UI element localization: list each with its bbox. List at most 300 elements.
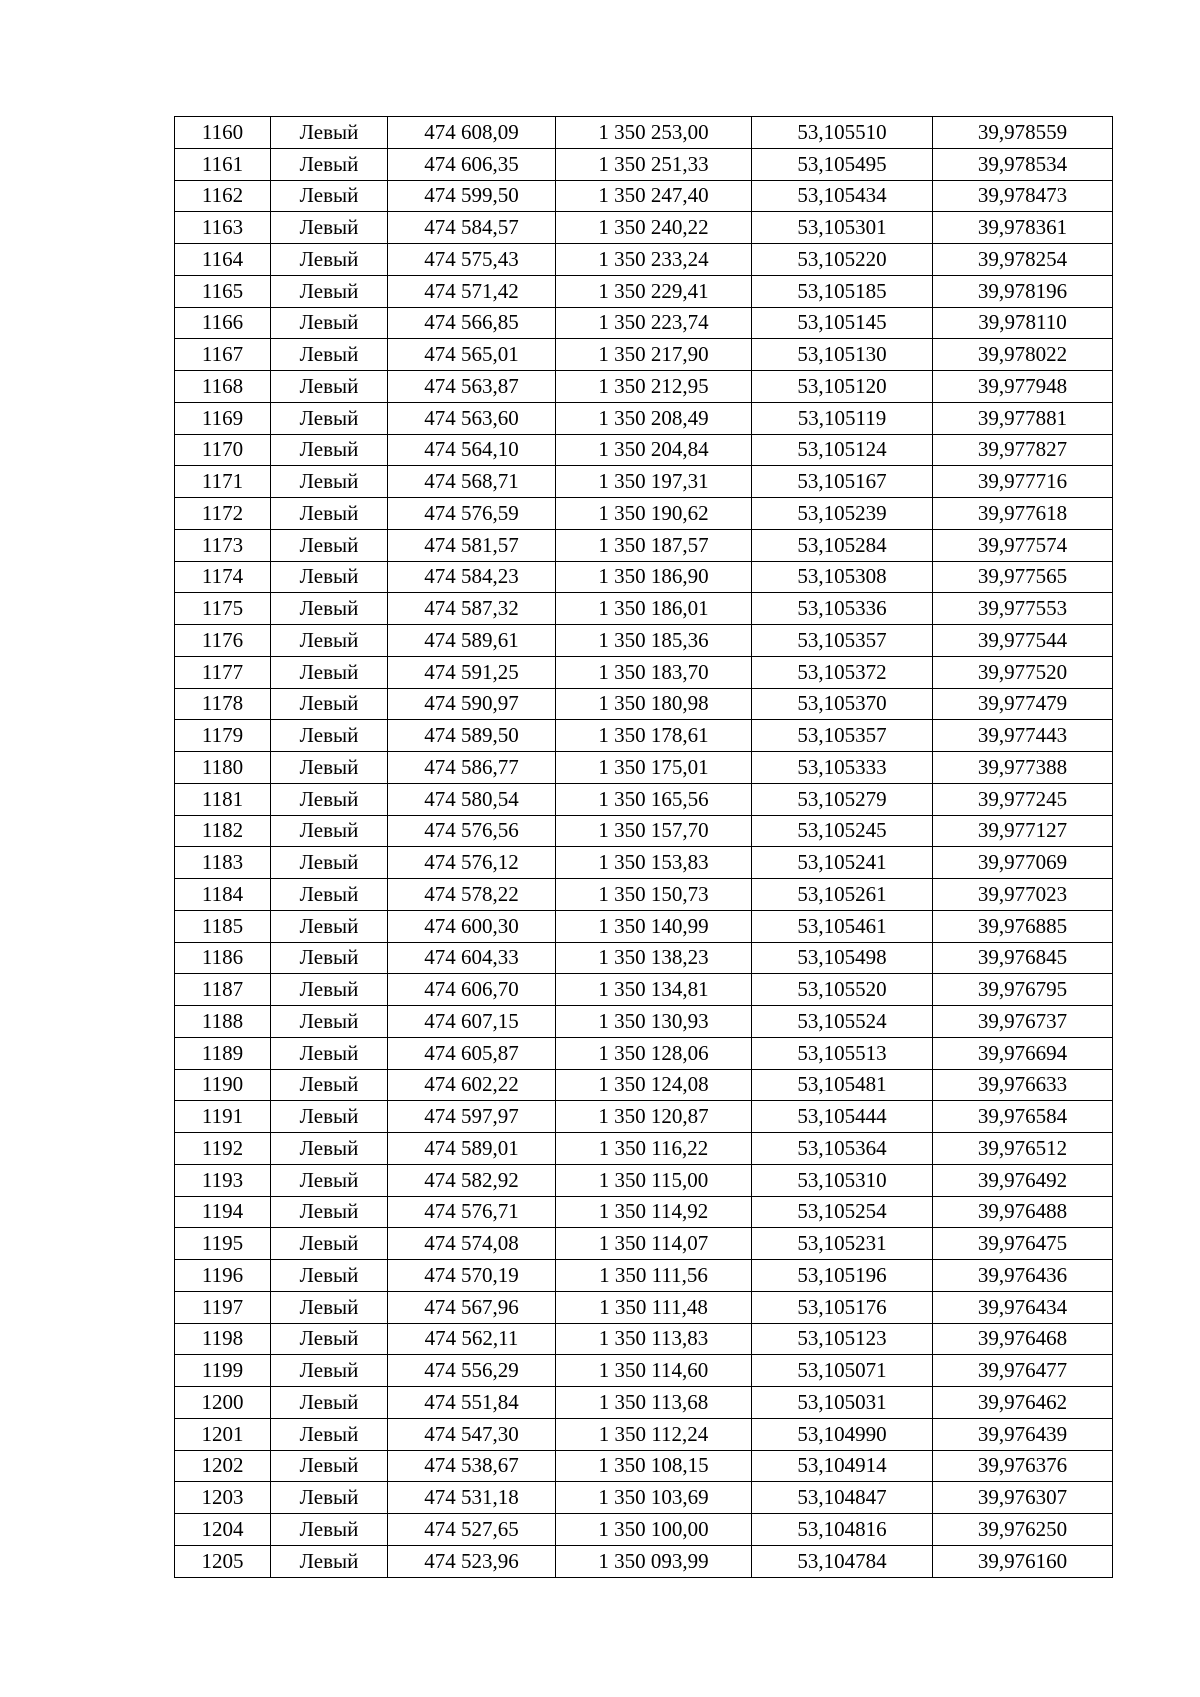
point-number-cell: 1181 bbox=[175, 783, 271, 815]
x-coordinate-cell: 474 576,12 bbox=[388, 847, 556, 879]
y-coordinate-cell: 1 350 150,73 bbox=[556, 879, 752, 911]
longitude-cell: 39,977881 bbox=[933, 402, 1113, 434]
longitude-cell: 39,976477 bbox=[933, 1355, 1113, 1387]
y-coordinate-cell: 1 350 113,68 bbox=[556, 1387, 752, 1419]
x-coordinate-cell: 474 568,71 bbox=[388, 466, 556, 498]
x-coordinate-cell: 474 608,09 bbox=[388, 117, 556, 149]
longitude-cell: 39,976633 bbox=[933, 1069, 1113, 1101]
side-cell: Левый bbox=[271, 879, 388, 911]
table-row bbox=[175, 434, 1113, 466]
point-number-cell: 1205 bbox=[175, 1545, 271, 1577]
longitude-cell: 39,976475 bbox=[933, 1228, 1113, 1260]
longitude-cell: 39,977023 bbox=[933, 879, 1113, 911]
x-coordinate-cell: 474 551,84 bbox=[388, 1387, 556, 1419]
y-coordinate-cell: 1 350 134,81 bbox=[556, 974, 752, 1006]
latitude-cell: 53,105145 bbox=[752, 307, 933, 339]
side-cell: Левый bbox=[271, 1037, 388, 1069]
longitude-cell: 39,976512 bbox=[933, 1133, 1113, 1165]
longitude-cell: 39,978110 bbox=[933, 307, 1113, 339]
longitude-cell: 39,977827 bbox=[933, 434, 1113, 466]
latitude-cell: 53,105284 bbox=[752, 529, 933, 561]
latitude-cell: 53,105254 bbox=[752, 1196, 933, 1228]
point-number-cell: 1175 bbox=[175, 593, 271, 625]
table-row bbox=[175, 1323, 1113, 1355]
point-number-cell: 1165 bbox=[175, 275, 271, 307]
side-cell: Левый bbox=[271, 117, 388, 149]
latitude-cell: 53,105130 bbox=[752, 339, 933, 371]
y-coordinate-cell: 1 350 165,56 bbox=[556, 783, 752, 815]
point-number-cell: 1180 bbox=[175, 752, 271, 784]
y-coordinate-cell: 1 350 240,22 bbox=[556, 212, 752, 244]
coordinates-table bbox=[174, 116, 1113, 1578]
side-cell: Левый bbox=[271, 1291, 388, 1323]
side-cell: Левый bbox=[271, 720, 388, 752]
x-coordinate-cell: 474 531,18 bbox=[388, 1482, 556, 1514]
y-coordinate-cell: 1 350 197,31 bbox=[556, 466, 752, 498]
longitude-cell: 39,976492 bbox=[933, 1164, 1113, 1196]
side-cell: Левый bbox=[271, 244, 388, 276]
x-coordinate-cell: 474 587,32 bbox=[388, 593, 556, 625]
table-row bbox=[175, 1545, 1113, 1577]
x-coordinate-cell: 474 576,59 bbox=[388, 498, 556, 530]
side-cell: Левый bbox=[271, 1101, 388, 1133]
table-row bbox=[175, 815, 1113, 847]
side-cell: Левый bbox=[271, 1006, 388, 1038]
latitude-cell: 53,105123 bbox=[752, 1323, 933, 1355]
latitude-cell: 53,105220 bbox=[752, 244, 933, 276]
longitude-cell: 39,977479 bbox=[933, 688, 1113, 720]
point-number-cell: 1190 bbox=[175, 1069, 271, 1101]
longitude-cell: 39,976250 bbox=[933, 1514, 1113, 1546]
x-coordinate-cell: 474 574,08 bbox=[388, 1228, 556, 1260]
table-row bbox=[175, 847, 1113, 879]
y-coordinate-cell: 1 350 114,92 bbox=[556, 1196, 752, 1228]
table-row bbox=[175, 1260, 1113, 1292]
y-coordinate-cell: 1 350 253,00 bbox=[556, 117, 752, 149]
table-row bbox=[175, 656, 1113, 688]
latitude-cell: 53,105461 bbox=[752, 910, 933, 942]
x-coordinate-cell: 474 581,57 bbox=[388, 529, 556, 561]
table-row bbox=[175, 593, 1113, 625]
latitude-cell: 53,104816 bbox=[752, 1514, 933, 1546]
latitude-cell: 53,105120 bbox=[752, 371, 933, 403]
table-row bbox=[175, 1037, 1113, 1069]
point-number-cell: 1194 bbox=[175, 1196, 271, 1228]
y-coordinate-cell: 1 350 138,23 bbox=[556, 942, 752, 974]
x-coordinate-cell: 474 576,71 bbox=[388, 1196, 556, 1228]
x-coordinate-cell: 474 605,87 bbox=[388, 1037, 556, 1069]
x-coordinate-cell: 474 604,33 bbox=[388, 942, 556, 974]
y-coordinate-cell: 1 350 186,01 bbox=[556, 593, 752, 625]
latitude-cell: 53,105364 bbox=[752, 1133, 933, 1165]
point-number-cell: 1187 bbox=[175, 974, 271, 1006]
longitude-cell: 39,976376 bbox=[933, 1450, 1113, 1482]
longitude-cell: 39,977388 bbox=[933, 752, 1113, 784]
longitude-cell: 39,977127 bbox=[933, 815, 1113, 847]
x-coordinate-cell: 474 589,50 bbox=[388, 720, 556, 752]
x-coordinate-cell: 474 582,92 bbox=[388, 1164, 556, 1196]
x-coordinate-cell: 474 590,97 bbox=[388, 688, 556, 720]
latitude-cell: 53,105481 bbox=[752, 1069, 933, 1101]
side-cell: Левый bbox=[271, 1323, 388, 1355]
longitude-cell: 39,977520 bbox=[933, 656, 1113, 688]
longitude-cell: 39,977245 bbox=[933, 783, 1113, 815]
x-coordinate-cell: 474 589,01 bbox=[388, 1133, 556, 1165]
y-coordinate-cell: 1 350 111,48 bbox=[556, 1291, 752, 1323]
table-row bbox=[175, 561, 1113, 593]
side-cell: Левый bbox=[271, 1228, 388, 1260]
side-cell: Левый bbox=[271, 688, 388, 720]
longitude-cell: 39,977716 bbox=[933, 466, 1113, 498]
table-row bbox=[175, 1418, 1113, 1450]
y-coordinate-cell: 1 350 175,01 bbox=[556, 752, 752, 784]
y-coordinate-cell: 1 350 108,15 bbox=[556, 1450, 752, 1482]
y-coordinate-cell: 1 350 113,83 bbox=[556, 1323, 752, 1355]
y-coordinate-cell: 1 350 186,90 bbox=[556, 561, 752, 593]
side-cell: Левый bbox=[271, 498, 388, 530]
point-number-cell: 1184 bbox=[175, 879, 271, 911]
y-coordinate-cell: 1 350 247,40 bbox=[556, 180, 752, 212]
table-row bbox=[175, 1006, 1113, 1038]
latitude-cell: 53,105357 bbox=[752, 720, 933, 752]
point-number-cell: 1185 bbox=[175, 910, 271, 942]
y-coordinate-cell: 1 350 229,41 bbox=[556, 275, 752, 307]
side-cell: Левый bbox=[271, 402, 388, 434]
point-number-cell: 1202 bbox=[175, 1450, 271, 1482]
table-row bbox=[175, 180, 1113, 212]
longitude-cell: 39,976468 bbox=[933, 1323, 1113, 1355]
y-coordinate-cell: 1 350 212,95 bbox=[556, 371, 752, 403]
table-row bbox=[175, 1164, 1113, 1196]
y-coordinate-cell: 1 350 217,90 bbox=[556, 339, 752, 371]
latitude-cell: 53,105498 bbox=[752, 942, 933, 974]
point-number-cell: 1178 bbox=[175, 688, 271, 720]
latitude-cell: 53,105520 bbox=[752, 974, 933, 1006]
side-cell: Левый bbox=[271, 1196, 388, 1228]
table-row bbox=[175, 275, 1113, 307]
latitude-cell: 53,105333 bbox=[752, 752, 933, 784]
x-coordinate-cell: 474 547,30 bbox=[388, 1418, 556, 1450]
table-row bbox=[175, 1450, 1113, 1482]
table-row bbox=[175, 1482, 1113, 1514]
x-coordinate-cell: 474 523,96 bbox=[388, 1545, 556, 1577]
point-number-cell: 1168 bbox=[175, 371, 271, 403]
side-cell: Левый bbox=[271, 1387, 388, 1419]
x-coordinate-cell: 474 563,87 bbox=[388, 371, 556, 403]
x-coordinate-cell: 474 606,70 bbox=[388, 974, 556, 1006]
x-coordinate-cell: 474 576,56 bbox=[388, 815, 556, 847]
y-coordinate-cell: 1 350 115,00 bbox=[556, 1164, 752, 1196]
side-cell: Левый bbox=[271, 974, 388, 1006]
table-row bbox=[175, 1514, 1113, 1546]
side-cell: Левый bbox=[271, 752, 388, 784]
longitude-cell: 39,978196 bbox=[933, 275, 1113, 307]
point-number-cell: 1195 bbox=[175, 1228, 271, 1260]
latitude-cell: 53,105119 bbox=[752, 402, 933, 434]
longitude-cell: 39,978361 bbox=[933, 212, 1113, 244]
x-coordinate-cell: 474 599,50 bbox=[388, 180, 556, 212]
point-number-cell: 1182 bbox=[175, 815, 271, 847]
side-cell: Левый bbox=[271, 593, 388, 625]
latitude-cell: 53,105167 bbox=[752, 466, 933, 498]
side-cell: Левый bbox=[271, 815, 388, 847]
side-cell: Левый bbox=[271, 1450, 388, 1482]
point-number-cell: 1198 bbox=[175, 1323, 271, 1355]
point-number-cell: 1171 bbox=[175, 466, 271, 498]
point-number-cell: 1172 bbox=[175, 498, 271, 530]
longitude-cell: 39,977069 bbox=[933, 847, 1113, 879]
side-cell: Левый bbox=[271, 847, 388, 879]
side-cell: Левый bbox=[271, 529, 388, 561]
latitude-cell: 53,104990 bbox=[752, 1418, 933, 1450]
side-cell: Левый bbox=[271, 1418, 388, 1450]
latitude-cell: 53,105185 bbox=[752, 275, 933, 307]
y-coordinate-cell: 1 350 153,83 bbox=[556, 847, 752, 879]
longitude-cell: 39,978022 bbox=[933, 339, 1113, 371]
table-row bbox=[175, 402, 1113, 434]
point-number-cell: 1162 bbox=[175, 180, 271, 212]
x-coordinate-cell: 474 566,85 bbox=[388, 307, 556, 339]
point-number-cell: 1161 bbox=[175, 148, 271, 180]
x-coordinate-cell: 474 589,61 bbox=[388, 625, 556, 657]
latitude-cell: 53,105495 bbox=[752, 148, 933, 180]
table-row bbox=[175, 720, 1113, 752]
point-number-cell: 1176 bbox=[175, 625, 271, 657]
side-cell: Левый bbox=[271, 1260, 388, 1292]
y-coordinate-cell: 1 350 093,99 bbox=[556, 1545, 752, 1577]
y-coordinate-cell: 1 350 120,87 bbox=[556, 1101, 752, 1133]
longitude-cell: 39,978534 bbox=[933, 148, 1113, 180]
point-number-cell: 1160 bbox=[175, 117, 271, 149]
point-number-cell: 1201 bbox=[175, 1418, 271, 1450]
latitude-cell: 53,105310 bbox=[752, 1164, 933, 1196]
table-row bbox=[175, 339, 1113, 371]
side-cell: Левый bbox=[271, 783, 388, 815]
latitude-cell: 53,105513 bbox=[752, 1037, 933, 1069]
y-coordinate-cell: 1 350 111,56 bbox=[556, 1260, 752, 1292]
x-coordinate-cell: 474 606,35 bbox=[388, 148, 556, 180]
latitude-cell: 53,105372 bbox=[752, 656, 933, 688]
table-row bbox=[175, 466, 1113, 498]
side-cell: Левый bbox=[271, 148, 388, 180]
point-number-cell: 1203 bbox=[175, 1482, 271, 1514]
x-coordinate-cell: 474 580,54 bbox=[388, 783, 556, 815]
x-coordinate-cell: 474 584,57 bbox=[388, 212, 556, 244]
y-coordinate-cell: 1 350 180,98 bbox=[556, 688, 752, 720]
table-row bbox=[175, 117, 1113, 149]
point-number-cell: 1167 bbox=[175, 339, 271, 371]
latitude-cell: 53,105279 bbox=[752, 783, 933, 815]
point-number-cell: 1169 bbox=[175, 402, 271, 434]
y-coordinate-cell: 1 350 223,74 bbox=[556, 307, 752, 339]
table-row bbox=[175, 1196, 1113, 1228]
table-row bbox=[175, 688, 1113, 720]
table-row bbox=[175, 307, 1113, 339]
longitude-cell: 39,977553 bbox=[933, 593, 1113, 625]
longitude-cell: 39,976584 bbox=[933, 1101, 1113, 1133]
table-row bbox=[175, 148, 1113, 180]
table-row bbox=[175, 1101, 1113, 1133]
point-number-cell: 1166 bbox=[175, 307, 271, 339]
latitude-cell: 53,105510 bbox=[752, 117, 933, 149]
y-coordinate-cell: 1 350 208,49 bbox=[556, 402, 752, 434]
point-number-cell: 1191 bbox=[175, 1101, 271, 1133]
longitude-cell: 39,978559 bbox=[933, 117, 1113, 149]
latitude-cell: 53,105444 bbox=[752, 1101, 933, 1133]
y-coordinate-cell: 1 350 128,06 bbox=[556, 1037, 752, 1069]
y-coordinate-cell: 1 350 251,33 bbox=[556, 148, 752, 180]
point-number-cell: 1188 bbox=[175, 1006, 271, 1038]
y-coordinate-cell: 1 350 183,70 bbox=[556, 656, 752, 688]
latitude-cell: 53,105241 bbox=[752, 847, 933, 879]
x-coordinate-cell: 474 607,15 bbox=[388, 1006, 556, 1038]
x-coordinate-cell: 474 578,22 bbox=[388, 879, 556, 911]
latitude-cell: 53,105336 bbox=[752, 593, 933, 625]
longitude-cell: 39,976160 bbox=[933, 1545, 1113, 1577]
table-row bbox=[175, 879, 1113, 911]
point-number-cell: 1189 bbox=[175, 1037, 271, 1069]
y-coordinate-cell: 1 350 187,57 bbox=[556, 529, 752, 561]
latitude-cell: 53,105261 bbox=[752, 879, 933, 911]
longitude-cell: 39,976737 bbox=[933, 1006, 1113, 1038]
longitude-cell: 39,977948 bbox=[933, 371, 1113, 403]
longitude-cell: 39,977574 bbox=[933, 529, 1113, 561]
y-coordinate-cell: 1 350 114,60 bbox=[556, 1355, 752, 1387]
latitude-cell: 53,105196 bbox=[752, 1260, 933, 1292]
y-coordinate-cell: 1 350 112,24 bbox=[556, 1418, 752, 1450]
x-coordinate-cell: 474 565,01 bbox=[388, 339, 556, 371]
x-coordinate-cell: 474 570,19 bbox=[388, 1260, 556, 1292]
point-number-cell: 1186 bbox=[175, 942, 271, 974]
side-cell: Левый bbox=[271, 371, 388, 403]
table-row bbox=[175, 942, 1113, 974]
y-coordinate-cell: 1 350 103,69 bbox=[556, 1482, 752, 1514]
side-cell: Левый bbox=[271, 307, 388, 339]
side-cell: Левый bbox=[271, 656, 388, 688]
side-cell: Левый bbox=[271, 180, 388, 212]
side-cell: Левый bbox=[271, 910, 388, 942]
table-row bbox=[175, 752, 1113, 784]
table-row bbox=[175, 1387, 1113, 1419]
longitude-cell: 39,976694 bbox=[933, 1037, 1113, 1069]
longitude-cell: 39,976845 bbox=[933, 942, 1113, 974]
side-cell: Левый bbox=[271, 1482, 388, 1514]
latitude-cell: 53,105031 bbox=[752, 1387, 933, 1419]
y-coordinate-cell: 1 350 204,84 bbox=[556, 434, 752, 466]
x-coordinate-cell: 474 556,29 bbox=[388, 1355, 556, 1387]
point-number-cell: 1193 bbox=[175, 1164, 271, 1196]
side-cell: Левый bbox=[271, 339, 388, 371]
x-coordinate-cell: 474 527,65 bbox=[388, 1514, 556, 1546]
side-cell: Левый bbox=[271, 1514, 388, 1546]
x-coordinate-cell: 474 571,42 bbox=[388, 275, 556, 307]
longitude-cell: 39,976439 bbox=[933, 1418, 1113, 1450]
point-number-cell: 1199 bbox=[175, 1355, 271, 1387]
point-number-cell: 1173 bbox=[175, 529, 271, 561]
table-row bbox=[175, 529, 1113, 561]
y-coordinate-cell: 1 350 185,36 bbox=[556, 625, 752, 657]
x-coordinate-cell: 474 575,43 bbox=[388, 244, 556, 276]
side-cell: Левый bbox=[271, 434, 388, 466]
y-coordinate-cell: 1 350 157,70 bbox=[556, 815, 752, 847]
latitude-cell: 53,104914 bbox=[752, 1450, 933, 1482]
x-coordinate-cell: 474 586,77 bbox=[388, 752, 556, 784]
latitude-cell: 53,105434 bbox=[752, 180, 933, 212]
latitude-cell: 53,104784 bbox=[752, 1545, 933, 1577]
y-coordinate-cell: 1 350 124,08 bbox=[556, 1069, 752, 1101]
longitude-cell: 39,976307 bbox=[933, 1482, 1113, 1514]
table-row bbox=[175, 974, 1113, 1006]
y-coordinate-cell: 1 350 140,99 bbox=[556, 910, 752, 942]
longitude-cell: 39,977565 bbox=[933, 561, 1113, 593]
point-number-cell: 1183 bbox=[175, 847, 271, 879]
longitude-cell: 39,976436 bbox=[933, 1260, 1113, 1292]
side-cell: Левый bbox=[271, 625, 388, 657]
longitude-cell: 39,978254 bbox=[933, 244, 1113, 276]
latitude-cell: 53,104847 bbox=[752, 1482, 933, 1514]
side-cell: Левый bbox=[271, 1355, 388, 1387]
table-row bbox=[175, 498, 1113, 530]
side-cell: Левый bbox=[271, 1164, 388, 1196]
side-cell: Левый bbox=[271, 942, 388, 974]
side-cell: Левый bbox=[271, 466, 388, 498]
longitude-cell: 39,976434 bbox=[933, 1291, 1113, 1323]
latitude-cell: 53,105231 bbox=[752, 1228, 933, 1260]
y-coordinate-cell: 1 350 130,93 bbox=[556, 1006, 752, 1038]
longitude-cell: 39,978473 bbox=[933, 180, 1113, 212]
point-number-cell: 1204 bbox=[175, 1514, 271, 1546]
table-row bbox=[175, 371, 1113, 403]
point-number-cell: 1163 bbox=[175, 212, 271, 244]
coordinates-table-body bbox=[175, 117, 1113, 1578]
x-coordinate-cell: 474 562,11 bbox=[388, 1323, 556, 1355]
table-row bbox=[175, 1069, 1113, 1101]
point-number-cell: 1192 bbox=[175, 1133, 271, 1165]
x-coordinate-cell: 474 567,96 bbox=[388, 1291, 556, 1323]
table-row bbox=[175, 1228, 1113, 1260]
point-number-cell: 1177 bbox=[175, 656, 271, 688]
x-coordinate-cell: 474 563,60 bbox=[388, 402, 556, 434]
longitude-cell: 39,976885 bbox=[933, 910, 1113, 942]
latitude-cell: 53,105071 bbox=[752, 1355, 933, 1387]
longitude-cell: 39,976462 bbox=[933, 1387, 1113, 1419]
latitude-cell: 53,105524 bbox=[752, 1006, 933, 1038]
point-number-cell: 1197 bbox=[175, 1291, 271, 1323]
y-coordinate-cell: 1 350 233,24 bbox=[556, 244, 752, 276]
latitude-cell: 53,105124 bbox=[752, 434, 933, 466]
x-coordinate-cell: 474 591,25 bbox=[388, 656, 556, 688]
side-cell: Левый bbox=[271, 1133, 388, 1165]
point-number-cell: 1200 bbox=[175, 1387, 271, 1419]
latitude-cell: 53,105176 bbox=[752, 1291, 933, 1323]
x-coordinate-cell: 474 597,97 bbox=[388, 1101, 556, 1133]
longitude-cell: 39,977544 bbox=[933, 625, 1113, 657]
latitude-cell: 53,105301 bbox=[752, 212, 933, 244]
x-coordinate-cell: 474 538,67 bbox=[388, 1450, 556, 1482]
x-coordinate-cell: 474 600,30 bbox=[388, 910, 556, 942]
table-row bbox=[175, 783, 1113, 815]
table-row bbox=[175, 625, 1113, 657]
latitude-cell: 53,105245 bbox=[752, 815, 933, 847]
point-number-cell: 1179 bbox=[175, 720, 271, 752]
longitude-cell: 39,976795 bbox=[933, 974, 1113, 1006]
point-number-cell: 1174 bbox=[175, 561, 271, 593]
latitude-cell: 53,105357 bbox=[752, 625, 933, 657]
point-number-cell: 1170 bbox=[175, 434, 271, 466]
y-coordinate-cell: 1 350 190,62 bbox=[556, 498, 752, 530]
x-coordinate-cell: 474 602,22 bbox=[388, 1069, 556, 1101]
latitude-cell: 53,105308 bbox=[752, 561, 933, 593]
